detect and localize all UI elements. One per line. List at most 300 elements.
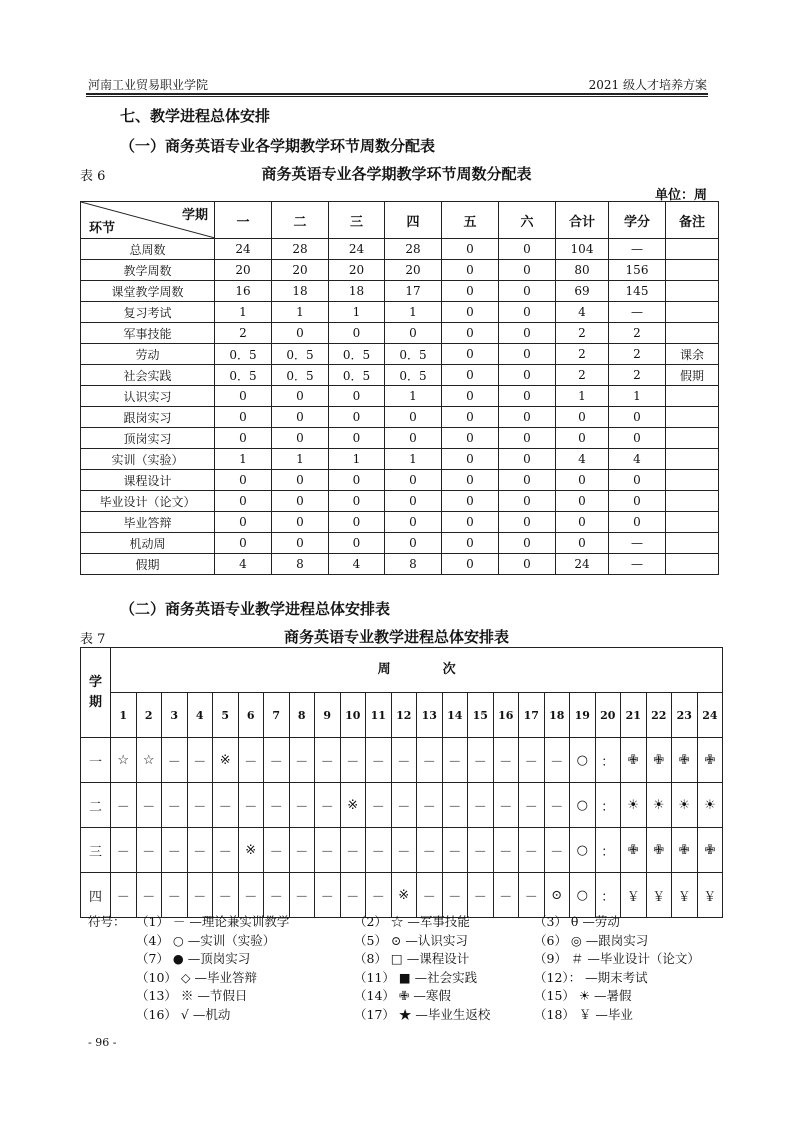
week-number: 15 — [468, 693, 494, 738]
legend-item: （2） ☆ —军事技能 — [354, 914, 470, 929]
row-label: 复习考试 — [81, 302, 215, 323]
legend-item: （13） ※ —节假日 — [136, 988, 248, 1003]
schedule-cell: － — [162, 738, 188, 783]
table-cell: 17 — [385, 281, 442, 302]
week-number: 1 — [111, 693, 137, 738]
table-cell: 0 — [609, 407, 666, 428]
table-cell: 2 — [556, 365, 609, 386]
schedule-cell: － — [136, 828, 162, 873]
row-label: 实训（实验） — [81, 449, 215, 470]
schedule-cell: － — [544, 828, 570, 873]
table-row — [81, 281, 719, 302]
table-cell: 0 — [329, 491, 385, 512]
schedule-cell: － — [315, 828, 341, 873]
row-label: 毕业答辩 — [81, 512, 215, 533]
table-cell: 4 — [215, 554, 272, 575]
table-cell: 0 — [442, 449, 499, 470]
schedule-cell: － — [111, 828, 137, 873]
schedule-cell: ： — [595, 738, 621, 783]
header-rule — [86, 93, 708, 95]
table-cell: 0 — [385, 428, 442, 449]
table-cell: 0 — [499, 239, 556, 260]
schedule-cell: － — [442, 783, 468, 828]
symbol-legend — [88, 912, 728, 1023]
table-cell: 0 — [215, 491, 272, 512]
term-label: 四 — [81, 873, 111, 918]
schedule-cell: ✙ — [672, 738, 698, 783]
corner-label-term: 学期 — [181, 208, 208, 223]
table-cell: 0 — [499, 344, 556, 365]
table-cell: 假期 — [666, 365, 719, 386]
table-row — [81, 260, 719, 281]
table-cell — [666, 260, 719, 281]
schedule-cell: ☀ — [621, 783, 647, 828]
week-number: 9 — [315, 693, 341, 738]
schedule-cell: － — [366, 783, 392, 828]
table-row — [81, 323, 719, 344]
table-cell: 0 — [556, 533, 609, 554]
schedule-cell: ✙ — [646, 828, 672, 873]
table-cell: 0 — [329, 512, 385, 533]
row-label: 总周数 — [81, 239, 215, 260]
schedule-cell: ： — [595, 783, 621, 828]
table-cell: 0 — [385, 407, 442, 428]
row-label: 毕业设计（论文） — [81, 491, 215, 512]
table-cell: 0 — [215, 470, 272, 491]
table-cell: 0 — [442, 260, 499, 281]
schedule-cell: － — [264, 828, 290, 873]
table1-corner-cell — [81, 202, 215, 239]
legend-item: （7） ● —顶岗实习 — [136, 951, 251, 966]
table-cell: — — [609, 533, 666, 554]
term-label: 二 — [81, 783, 111, 828]
legend-item: （5） ⊙ —认识实习 — [354, 932, 468, 948]
header-school: 河南工业贸易职业学院 — [88, 78, 209, 92]
schedule-cell: － — [111, 873, 137, 918]
table-row — [81, 386, 719, 407]
row-label: 机动周 — [81, 533, 215, 554]
schedule-cell: － — [391, 783, 417, 828]
table-cell: 0．5 — [215, 365, 272, 386]
schedule-cell: － — [442, 828, 468, 873]
legend-row — [88, 986, 728, 1005]
table-cell: 1 — [385, 386, 442, 407]
week-number: 4 — [187, 693, 213, 738]
table-cell: 0 — [499, 512, 556, 533]
table-cell: 0 — [556, 512, 609, 533]
table-cell: 0 — [442, 281, 499, 302]
table-cell: 0 — [385, 533, 442, 554]
week-number: 5 — [213, 693, 239, 738]
table-cell: 0 — [609, 428, 666, 449]
schedule-cell: － — [417, 783, 443, 828]
table-cell: 0 — [442, 239, 499, 260]
row-label: 教学周数 — [81, 260, 215, 281]
schedule-cell: － — [468, 783, 494, 828]
schedule-cell: － — [162, 783, 188, 828]
header-rule-thin — [86, 96, 708, 97]
schedule-cell: － — [468, 873, 494, 918]
table1-header-row — [81, 202, 719, 239]
schedule-cell: － — [289, 738, 315, 783]
row-label: 课程设计 — [81, 470, 215, 491]
table1-col-header: 一 — [215, 202, 272, 239]
table-cell: 0 — [215, 428, 272, 449]
table2-caption-no: 表 7 — [80, 632, 106, 647]
table-cell — [666, 239, 719, 260]
week-number: 20 — [595, 693, 621, 738]
table-cell: 0 — [499, 365, 556, 386]
schedule-cell: － — [289, 873, 315, 918]
table-cell: 0．5 — [385, 365, 442, 386]
table-cell: 1 — [609, 386, 666, 407]
table2-corner-term — [81, 648, 111, 738]
table-cell — [666, 554, 719, 575]
table-cell: 24 — [329, 239, 385, 260]
schedule-cell: ☀ — [697, 783, 723, 828]
table-cell: 8 — [272, 554, 329, 575]
week-number: 13 — [417, 693, 443, 738]
schedule-cell: － — [366, 873, 392, 918]
table-cell: 0．5 — [272, 344, 329, 365]
table-cell: — — [609, 554, 666, 575]
legend-item: （8） □ —课程设计 — [354, 951, 470, 966]
schedule-cell: － — [162, 828, 188, 873]
schedule-cell: － — [366, 738, 392, 783]
schedule-cell: － — [238, 783, 264, 828]
schedule-cell: ✙ — [621, 738, 647, 783]
schedule-cell: － — [544, 783, 570, 828]
table-cell: 0 — [329, 386, 385, 407]
week-number: 24 — [697, 693, 723, 738]
table-row — [81, 491, 719, 512]
section-title: 七、教学进程总体安排 — [120, 107, 271, 125]
schedule-cell: － — [340, 828, 366, 873]
table-row — [81, 828, 723, 873]
table-cell: 0 — [556, 491, 609, 512]
table-cell — [666, 428, 719, 449]
legend-item: （3） θ —劳动 — [534, 914, 620, 929]
schedule-cell: － — [519, 873, 545, 918]
table-cell: 0 — [609, 491, 666, 512]
schedule-cell: － — [544, 738, 570, 783]
table-cell: 0 — [272, 407, 329, 428]
table-cell: 18 — [329, 281, 385, 302]
schedule-cell: ○ — [570, 873, 596, 918]
week-number: 16 — [493, 693, 519, 738]
legend-item: （15） ☀ —暑假 — [534, 988, 632, 1003]
week-number: 22 — [646, 693, 672, 738]
table-cell: 1 — [272, 302, 329, 323]
table-cell — [666, 512, 719, 533]
schedule-cell: ： — [595, 828, 621, 873]
subsection-title-1: （一）商务英语专业各学期教学环节周数分配表 — [120, 137, 436, 155]
table-cell: 4 — [556, 302, 609, 323]
header-doc-title: 2021 级人才培养方案 — [588, 78, 707, 92]
table-cell: 0 — [272, 533, 329, 554]
legend-item: （11） ■ —社会实践 — [354, 969, 478, 985]
legend-item: （17） ★ —毕业生返校 — [354, 1006, 491, 1022]
table-cell: 8 — [385, 554, 442, 575]
legend-row — [88, 1005, 728, 1024]
week-number: 3 — [162, 693, 188, 738]
table-cell: 0．5 — [385, 344, 442, 365]
table-cell: 4 — [609, 449, 666, 470]
table-cell: 1 — [329, 449, 385, 470]
table-cell: 28 — [385, 239, 442, 260]
schedule-cell: － — [391, 738, 417, 783]
schedule-cell: － — [519, 738, 545, 783]
schedule-cell: － — [187, 783, 213, 828]
schedule-cell: － — [493, 738, 519, 783]
table-cell: 0．5 — [215, 344, 272, 365]
schedule-cell: － — [238, 873, 264, 918]
schedule-cell: ⊙ — [544, 873, 570, 918]
table-cell: 18 — [272, 281, 329, 302]
table-cell: 1 — [385, 302, 442, 323]
legend-item: （6） ◎ —跟岗实习 — [534, 932, 649, 948]
schedule-cell: ✙ — [646, 738, 672, 783]
legend-item: （4） ○ —实训（实验） — [136, 932, 276, 948]
table-cell — [666, 386, 719, 407]
table-cell: 0 — [385, 470, 442, 491]
week-number: 7 — [264, 693, 290, 738]
legend-label: 符号： — [88, 914, 126, 929]
table-cell: 0 — [556, 428, 609, 449]
table-cell: 69 — [556, 281, 609, 302]
schedule-cell: － — [238, 738, 264, 783]
schedule-cell: ￥ — [621, 873, 647, 918]
table1-col-header: 学分 — [609, 202, 666, 239]
table-cell: 0 — [499, 281, 556, 302]
table-cell: 28 — [272, 239, 329, 260]
schedule-cell: － — [289, 828, 315, 873]
table-row — [81, 554, 719, 575]
table-cell: 0 — [499, 533, 556, 554]
table-cell: 0 — [272, 323, 329, 344]
table-cell: — — [609, 302, 666, 323]
table-cell: 20 — [272, 260, 329, 281]
table-row — [81, 428, 719, 449]
week-number: 11 — [366, 693, 392, 738]
row-label: 跟岗实习 — [81, 407, 215, 428]
schedule-cell: ※ — [340, 783, 366, 828]
table-cell: 0 — [442, 470, 499, 491]
weeks-allocation-table — [80, 201, 719, 575]
table-cell: 0 — [272, 470, 329, 491]
schedule-cell: － — [340, 738, 366, 783]
schedule-cell: － — [136, 873, 162, 918]
table-cell: 0 — [442, 407, 499, 428]
table-cell: 0 — [442, 386, 499, 407]
table-cell: 1 — [385, 449, 442, 470]
schedule-cell: － — [213, 783, 239, 828]
schedule-cell: － — [366, 828, 392, 873]
table-cell: 0．5 — [329, 365, 385, 386]
table1-col-header: 五 — [442, 202, 499, 239]
table-cell — [666, 533, 719, 554]
schedule-cell: － — [136, 783, 162, 828]
table1-caption-title: 商务英语专业各学期教学环节周数分配表 — [261, 165, 532, 183]
week-number: 18 — [544, 693, 570, 738]
table-cell: 0 — [329, 407, 385, 428]
week-number: 17 — [519, 693, 545, 738]
schedule-cell: ※ — [391, 873, 417, 918]
schedule-cell: － — [289, 783, 315, 828]
schedule-cell: － — [187, 873, 213, 918]
legend-item: （1） － —理论兼实训教学 — [136, 914, 290, 929]
table-row — [81, 783, 723, 828]
table-cell: 0 — [272, 428, 329, 449]
legend-row — [88, 949, 728, 968]
week-number: 2 — [136, 693, 162, 738]
table-cell: 0 — [499, 260, 556, 281]
table-cell — [666, 470, 719, 491]
table-cell: 0 — [385, 491, 442, 512]
term-header-label: 学期 — [88, 674, 102, 710]
schedule-cell: － — [442, 873, 468, 918]
table-cell: 0 — [385, 323, 442, 344]
week-number: 12 — [391, 693, 417, 738]
schedule-cell: ☀ — [646, 783, 672, 828]
week-number: 21 — [621, 693, 647, 738]
table-cell: 0 — [442, 323, 499, 344]
table-cell: 0 — [609, 512, 666, 533]
schedule-cell: ○ — [570, 783, 596, 828]
table-row — [81, 533, 719, 554]
week-number: 8 — [289, 693, 315, 738]
subsection-title-2: （二）商务英语专业教学进程总体安排表 — [120, 600, 391, 618]
table-cell: 145 — [609, 281, 666, 302]
legend-row — [88, 968, 728, 987]
table-cell: 20 — [329, 260, 385, 281]
table-cell: 20 — [385, 260, 442, 281]
row-label: 社会实践 — [81, 365, 215, 386]
table-cell: 0 — [556, 470, 609, 491]
table1-col-header: 备注 — [666, 202, 719, 239]
legend-item: （14） ✙ —寒假 — [354, 988, 451, 1003]
table-cell: 0 — [442, 533, 499, 554]
week-number: 14 — [442, 693, 468, 738]
schedule-cell: － — [468, 828, 494, 873]
schedule-cell: ✙ — [697, 738, 723, 783]
schedule-cell: － — [315, 783, 341, 828]
schedule-cell: － — [493, 783, 519, 828]
table-cell: 0 — [499, 302, 556, 323]
table-cell: 0 — [272, 491, 329, 512]
schedule-cell: － — [417, 873, 443, 918]
table-cell: 1 — [215, 302, 272, 323]
table-cell: 0 — [499, 386, 556, 407]
table-cell: 80 — [556, 260, 609, 281]
term-label: 三 — [81, 828, 111, 873]
schedule-cell: － — [315, 873, 341, 918]
legend-item: （18） ￥ —毕业 — [534, 1006, 633, 1022]
row-label: 劳动 — [81, 344, 215, 365]
table-cell: 0 — [499, 428, 556, 449]
table-cell: 课余 — [666, 344, 719, 365]
table-cell: 2 — [609, 344, 666, 365]
schedule-cell: － — [264, 738, 290, 783]
table-cell: 0 — [442, 344, 499, 365]
table-cell: 0 — [385, 512, 442, 533]
table-row — [81, 344, 719, 365]
table-cell: 0 — [499, 554, 556, 575]
table-cell: 0 — [499, 470, 556, 491]
teaching-schedule-table — [80, 647, 723, 918]
table-cell: 4 — [329, 554, 385, 575]
table-cell: 0 — [442, 512, 499, 533]
table-row — [81, 449, 719, 470]
schedule-cell: － — [493, 873, 519, 918]
table-cell: 0 — [272, 386, 329, 407]
table-cell: 24 — [556, 554, 609, 575]
table-cell: 16 — [215, 281, 272, 302]
legend-item: （12）： —期末考试 — [534, 969, 648, 985]
table-cell — [666, 302, 719, 323]
schedule-cell: － — [442, 738, 468, 783]
term-label: 一 — [81, 738, 111, 783]
table-cell: 2 — [609, 365, 666, 386]
schedule-cell: ☀ — [672, 783, 698, 828]
row-label: 课堂教学周数 — [81, 281, 215, 302]
table-cell: 0 — [329, 323, 385, 344]
table-cell: 0 — [499, 407, 556, 428]
table-row — [81, 302, 719, 323]
table-cell: 2 — [556, 323, 609, 344]
table-cell: 0 — [215, 386, 272, 407]
schedule-cell: － — [493, 828, 519, 873]
schedule-cell: － — [187, 828, 213, 873]
legend-item: （10） ◇ —毕业答辩 — [136, 969, 257, 985]
table-cell: 0 — [215, 512, 272, 533]
week-number-row — [81, 693, 723, 738]
row-label: 军事技能 — [81, 323, 215, 344]
table-cell: 0 — [556, 407, 609, 428]
table-cell: 0 — [215, 407, 272, 428]
table1-col-header: 四 — [385, 202, 442, 239]
page-number: - 96 - — [88, 1036, 117, 1049]
table-row — [81, 512, 719, 533]
schedule-cell: ✙ — [697, 828, 723, 873]
schedule-cell: ※ — [238, 828, 264, 873]
table-cell: 0 — [442, 428, 499, 449]
schedule-cell: － — [391, 828, 417, 873]
legend-item: （16） √ —机动 — [136, 1006, 231, 1022]
table1-col-header: 二 — [272, 202, 329, 239]
row-label: 假期 — [81, 554, 215, 575]
schedule-cell: － — [417, 738, 443, 783]
table-cell: 156 — [609, 260, 666, 281]
table-cell: 0 — [272, 512, 329, 533]
week-header-label-a: 周 — [377, 662, 391, 677]
table-cell: 2 — [556, 344, 609, 365]
schedule-cell: ☆ — [111, 738, 137, 783]
table-cell — [666, 323, 719, 344]
schedule-cell: ： — [595, 873, 621, 918]
table-cell: 0 — [499, 323, 556, 344]
table-row — [81, 239, 719, 260]
week-number: 10 — [340, 693, 366, 738]
schedule-cell: － — [519, 783, 545, 828]
table-cell: 20 — [215, 260, 272, 281]
table-cell: 4 — [556, 449, 609, 470]
schedule-cell: － — [468, 738, 494, 783]
table-cell: 2 — [609, 323, 666, 344]
row-label: 认识实习 — [81, 386, 215, 407]
table-cell: 1 — [329, 302, 385, 323]
schedule-cell: ￥ — [672, 873, 698, 918]
